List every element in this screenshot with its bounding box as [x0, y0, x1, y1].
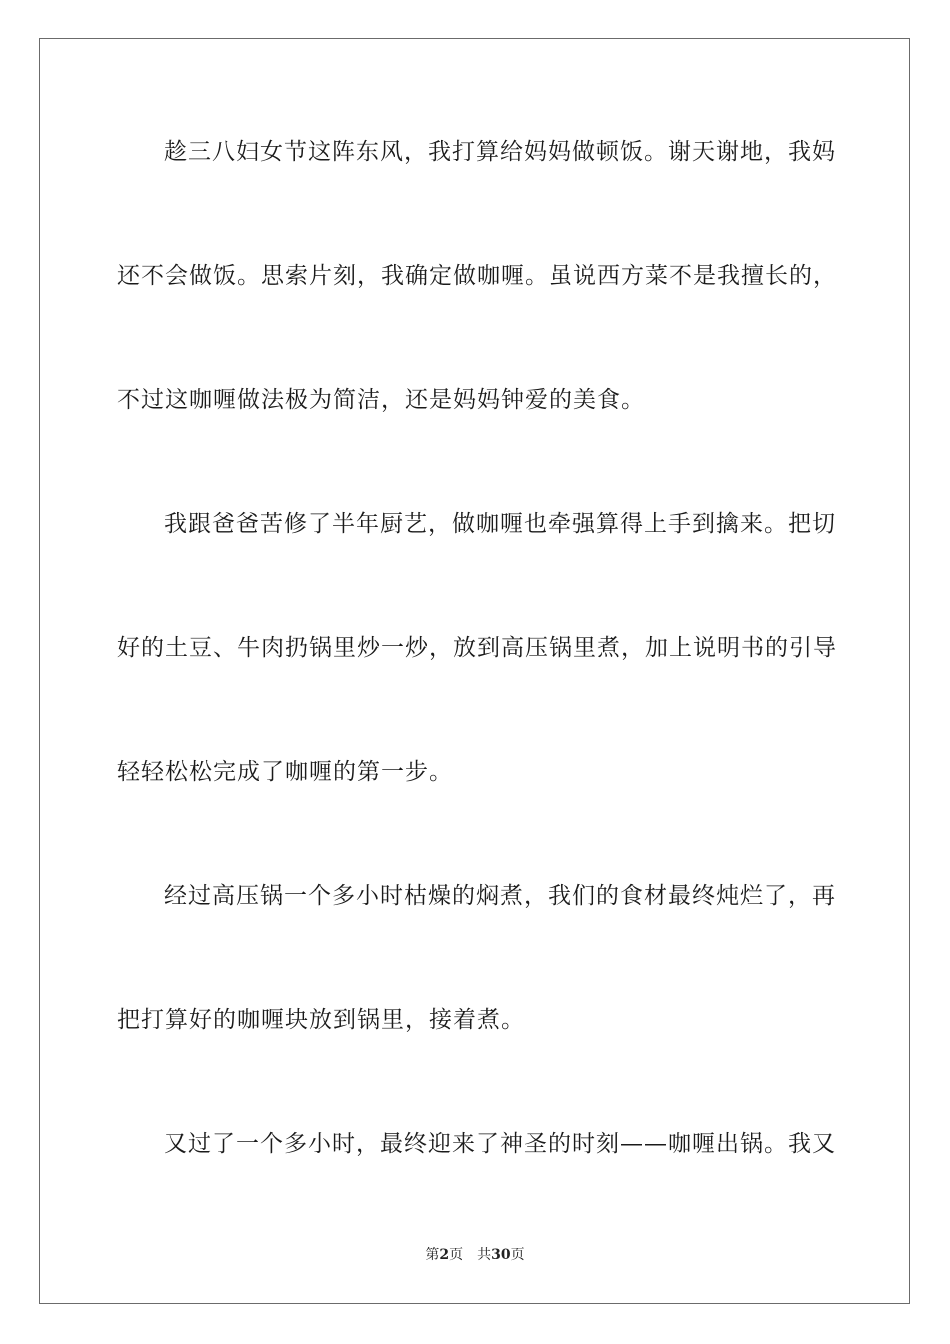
page-frame [39, 38, 910, 1304]
paragraph-line: 我跟爸爸苦修了半年厨艺，做咖喱也牵强算得上手到擒来。把切 [164, 511, 836, 537]
paragraph-line: 经过高压锅一个多小时枯燥的焖煮，我们的食材最终炖烂了，再 [164, 883, 836, 909]
paragraph-line: 好的土豆、牛肉扔锅里炒一炒，放到高压锅里煮，加上说明书的引导 [117, 635, 837, 661]
total-suffix: 页 [510, 1247, 525, 1263]
paragraph-line: 不过这咖喱做法极为简洁，还是妈妈钟爱的美食。 [117, 387, 645, 413]
page-footer [0, 1244, 950, 1264]
page-prefix: 第 [425, 1247, 440, 1263]
paragraph-line: 把打算好的咖喱块放到锅里，接着煮。 [117, 1007, 525, 1033]
total-prefix: 共 [477, 1247, 492, 1263]
paragraph-line: 趁三八妇女节这阵东风，我打算给妈妈做顿饭。谢天谢地，我妈 [164, 139, 836, 165]
paragraph-line: 轻轻松松完成了咖喱的第一步。 [117, 759, 453, 785]
paragraph-line: 还不会做饭。思索片刻，我确定做咖喱。虽说西方菜不是我擅长的， [117, 263, 837, 289]
page-number: 2 [439, 1247, 450, 1263]
page-suffix: 页 [449, 1247, 464, 1263]
total-pages: 30 [491, 1247, 511, 1263]
paragraph-line: 又过了一个多小时，最终迎来了神圣的时刻——咖喱出锅。我又 [164, 1131, 836, 1157]
